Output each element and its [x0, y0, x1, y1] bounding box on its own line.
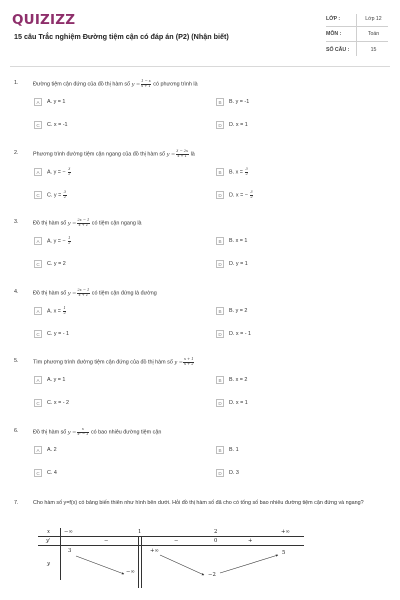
fraction-numerator: 3: [250, 190, 253, 194]
option-value: [229, 191, 254, 200]
question-stem: Đồ thị hàm số: [33, 290, 67, 297]
option-text: C. y =: [47, 192, 62, 199]
option-text: B. x = 1: [229, 238, 248, 244]
fraction-numerator: 3: [245, 167, 248, 171]
option-letter-box[interactable]: D: [216, 399, 224, 407]
option-letter-box[interactable]: A: [34, 307, 42, 315]
option-letter-box[interactable]: B: [216, 168, 224, 176]
option-letter-box[interactable]: B: [216, 446, 224, 454]
option-text: B. x = 2: [229, 377, 248, 383]
option-letter-box[interactable]: C: [34, 330, 42, 338]
option-value: [47, 237, 71, 246]
subject-value: Toán: [367, 31, 380, 37]
answer-option-c[interactable]: [34, 191, 67, 200]
option-text: A. y = 1: [47, 99, 66, 105]
option-value: [47, 447, 57, 453]
option-letter-box[interactable]: D: [216, 191, 224, 199]
option-letter-box[interactable]: B: [216, 376, 224, 384]
option-text: C. y = - 1: [47, 331, 70, 337]
option-text: B. y = 2: [229, 308, 248, 314]
option-letter-box[interactable]: D: [216, 260, 224, 268]
question-text: [33, 80, 198, 89]
option-value: [229, 168, 249, 177]
logo: QUIZIZZ: [12, 12, 76, 28]
function-fraction: [183, 358, 194, 367]
option-letter-box[interactable]: A: [34, 446, 42, 454]
option-value: [229, 377, 247, 383]
option-text: A. y = −: [47, 169, 66, 176]
answer-option-a[interactable]: [34, 376, 65, 384]
question-stem-tail: có bao nhiêu đường tiệm cận: [90, 429, 162, 436]
option-text: C. 4: [47, 470, 57, 476]
option-text: A. y = −: [47, 238, 66, 245]
question-stem: Tìm phương trình đường tiệm cận đứng của đồ thị hàm số: [33, 359, 173, 366]
function-label: y =: [67, 220, 77, 227]
option-value: [229, 238, 247, 244]
option-letter-box[interactable]: A: [34, 376, 42, 384]
function-label: y =: [67, 429, 77, 436]
fraction-denominator: 2: [68, 240, 71, 245]
y-value: −2: [208, 572, 216, 578]
option-text: D. x = 1: [229, 400, 248, 406]
answer-option-b[interactable]: [216, 98, 249, 106]
fraction-denominator: x + 1: [78, 292, 89, 297]
question-stem: Đường tiệm cận đứng của đồ thị hàm số: [33, 81, 131, 88]
option-value: [229, 470, 239, 476]
option-text: D. x = 1: [229, 122, 248, 128]
question-text: [33, 219, 142, 228]
answer-option-a[interactable]: [34, 307, 67, 316]
row-label-x: x: [47, 529, 50, 535]
option-text: D. y = 1: [229, 261, 248, 267]
fraction-denominator: 2: [63, 194, 67, 199]
question-number: 6.: [14, 428, 19, 434]
class-label: LỚP :: [326, 16, 341, 22]
answer-option-b[interactable]: [216, 307, 247, 315]
variation-arrows: [38, 528, 304, 588]
fraction-numerator: 2x − 1: [77, 218, 90, 222]
x-value: 1: [138, 529, 142, 535]
option-value: [229, 122, 248, 128]
x-value: −∞: [64, 529, 73, 535]
answer-option-d[interactable]: [216, 191, 254, 200]
question-stem-tail: có tiệm cận đứng là đường: [91, 290, 157, 297]
fraction-numerator: 3: [68, 167, 71, 171]
function-label: y =: [67, 290, 77, 297]
option-value: [229, 99, 249, 105]
option-letter-box[interactable]: D: [216, 330, 224, 338]
option-value: [229, 447, 239, 453]
option-fraction: [63, 307, 66, 316]
option-letter-box[interactable]: A: [34, 237, 42, 245]
info-divider: [356, 14, 357, 56]
question-text: [33, 150, 195, 159]
question-text: [33, 358, 195, 367]
option-fraction: [63, 191, 66, 200]
fraction-denominator: 2: [63, 310, 66, 315]
option-value: [229, 308, 247, 314]
fraction-denominator: 2: [250, 194, 253, 199]
option-letter-box[interactable]: B: [216, 98, 224, 106]
function-fraction: [77, 219, 90, 228]
option-text: B. y = -1: [229, 99, 250, 105]
option-letter-box[interactable]: C: [34, 260, 42, 268]
question-stem-tail: là: [190, 151, 195, 158]
sign-value: +: [248, 538, 253, 544]
fraction-denominator: x + 2: [183, 361, 194, 366]
question-number: 5.: [14, 358, 19, 364]
answer-option-a[interactable]: [34, 168, 71, 177]
sign-value: 0: [214, 538, 218, 544]
option-letter-box[interactable]: D: [216, 469, 224, 477]
fraction-denominator: 2: [68, 171, 71, 176]
answer-option-d[interactable]: [216, 399, 248, 407]
header-divider: [10, 66, 390, 67]
option-fraction: [68, 237, 71, 246]
fraction-numerator: 2x − 1: [77, 288, 90, 292]
question-stem-tail: có phương trình là: [153, 81, 198, 88]
answer-option-c[interactable]: [34, 469, 57, 477]
option-value: [47, 122, 68, 128]
option-value: [229, 331, 251, 337]
question-text: [33, 428, 161, 437]
question-stem-tail: có tiệm cận ngang là: [91, 220, 142, 227]
fraction-denominator: x + 1: [141, 83, 151, 88]
option-fraction: [245, 168, 248, 177]
option-value: [229, 400, 248, 406]
option-letter-box[interactable]: D: [216, 121, 224, 129]
option-value: [229, 261, 248, 267]
question-number: 2.: [14, 150, 19, 156]
y-value: 5: [282, 550, 286, 556]
fraction-numerator: 1 − x: [141, 79, 151, 83]
sign-value: −: [174, 538, 179, 544]
option-text: D. 3: [229, 470, 239, 476]
option-letter-box[interactable]: A: [34, 168, 42, 176]
fraction-numerator: 3 − 2x: [176, 149, 189, 153]
fraction-denominator: 2: [245, 171, 248, 176]
count-value: 15: [370, 46, 377, 53]
function-label: y =: [174, 359, 183, 366]
option-text: C. y = 2: [47, 261, 66, 267]
answer-option-d[interactable]: [216, 260, 248, 268]
option-letter-box[interactable]: C: [34, 399, 42, 407]
answer-option-a[interactable]: [34, 98, 65, 106]
y-value: −∞: [126, 569, 135, 575]
fraction-denominator: x + 1: [177, 153, 187, 158]
option-fraction: [68, 168, 71, 177]
option-value: [47, 470, 57, 476]
y-value: 3: [68, 548, 72, 554]
answer-option-b[interactable]: [216, 237, 247, 245]
x-value: +∞: [281, 529, 290, 535]
function-fraction: [176, 150, 189, 159]
question-number: 1.: [14, 80, 19, 86]
option-letter-box[interactable]: A: [34, 98, 42, 106]
answer-option-d[interactable]: [216, 469, 239, 477]
row-label-y: y: [47, 561, 50, 567]
question-stem: Đồ thị hàm số: [33, 429, 67, 436]
answer-option-c[interactable]: [34, 121, 68, 129]
fraction-numerator: 3: [63, 190, 67, 194]
row-label-yprime: y': [46, 538, 51, 544]
option-letter-box[interactable]: C: [34, 191, 42, 199]
answer-option-d[interactable]: [216, 121, 248, 129]
subject-label: MÔN :: [326, 31, 342, 37]
option-letter-box[interactable]: C: [34, 121, 42, 129]
answer-option-c[interactable]: [34, 399, 69, 407]
option-text: C. x = -1: [47, 122, 68, 128]
answer-option-c[interactable]: [34, 260, 66, 268]
option-text: B. x =: [229, 169, 243, 176]
answer-option-d[interactable]: [216, 330, 251, 338]
option-value: [47, 307, 67, 316]
sign-value: −: [104, 538, 109, 544]
function-label: y =: [166, 151, 176, 158]
function-fraction: [141, 80, 152, 89]
page-title: 15 câu Trắc nghiệm Đường tiệm cận có đáp án (P2) (Nhận biết): [14, 32, 229, 41]
option-text: D. x = - 1: [229, 331, 252, 337]
fraction-denominator: x + 1: [78, 222, 89, 227]
answer-option-b[interactable]: [216, 168, 249, 177]
answer-option-b[interactable]: [216, 376, 247, 384]
answer-option-b[interactable]: [216, 446, 239, 454]
question-stem: Phương trình đường tiệm cận ngang của đồ thị hàm số: [33, 151, 166, 158]
option-letter-box[interactable]: B: [216, 307, 224, 315]
option-letter-box[interactable]: C: [34, 469, 42, 477]
fraction-numerator: 1: [63, 306, 66, 310]
answer-option-a[interactable]: [34, 446, 57, 454]
option-value: [47, 261, 66, 267]
option-letter-box[interactable]: B: [216, 237, 224, 245]
question-number: 7.: [14, 500, 19, 506]
option-value: [47, 377, 65, 383]
option-fraction: [250, 191, 253, 200]
option-value: [47, 191, 67, 200]
y-value: +∞: [150, 548, 159, 554]
fraction-numerator: x: [77, 428, 89, 433]
option-text: A. y = 1: [47, 377, 66, 383]
option-text: D. x = −: [229, 192, 248, 199]
question-text: Cho hàm số y=f(x) có bảng biến thiên như hình bên dưới. Hỏi đồ thị hàm số đã cho có tổng số bao nhiêu đường tiệm cận đứng và ngang?: [33, 500, 364, 506]
class-value: Lớp 12: [365, 16, 382, 22]
option-value: [47, 331, 69, 337]
x-value: 2: [214, 529, 218, 535]
option-value: [47, 168, 71, 177]
question-stem: Đồ thị hàm số: [33, 220, 67, 227]
function-label: y =: [131, 81, 141, 88]
option-text: A. x =: [47, 308, 61, 315]
info-panel: [326, 12, 388, 57]
answer-option-c[interactable]: [34, 330, 69, 338]
question-text: [33, 289, 157, 298]
fraction-denominator: x² − 1: [77, 431, 89, 436]
fraction-numerator: x + 1: [183, 357, 194, 361]
variation-table: [38, 528, 304, 588]
option-value: [47, 99, 65, 105]
function-fraction: [77, 428, 89, 437]
answer-option-a[interactable]: [34, 237, 71, 246]
option-text: A. 2: [47, 447, 57, 453]
function-fraction: [77, 289, 90, 298]
question-number: 4.: [14, 289, 19, 295]
count-label: SỐ CÂU :: [326, 46, 350, 53]
option-text: B. 1: [229, 447, 239, 453]
question-number: 3.: [14, 219, 19, 225]
option-text: C. x = - 2: [47, 400, 70, 406]
fraction-numerator: 1: [68, 236, 71, 240]
option-value: [47, 400, 69, 406]
